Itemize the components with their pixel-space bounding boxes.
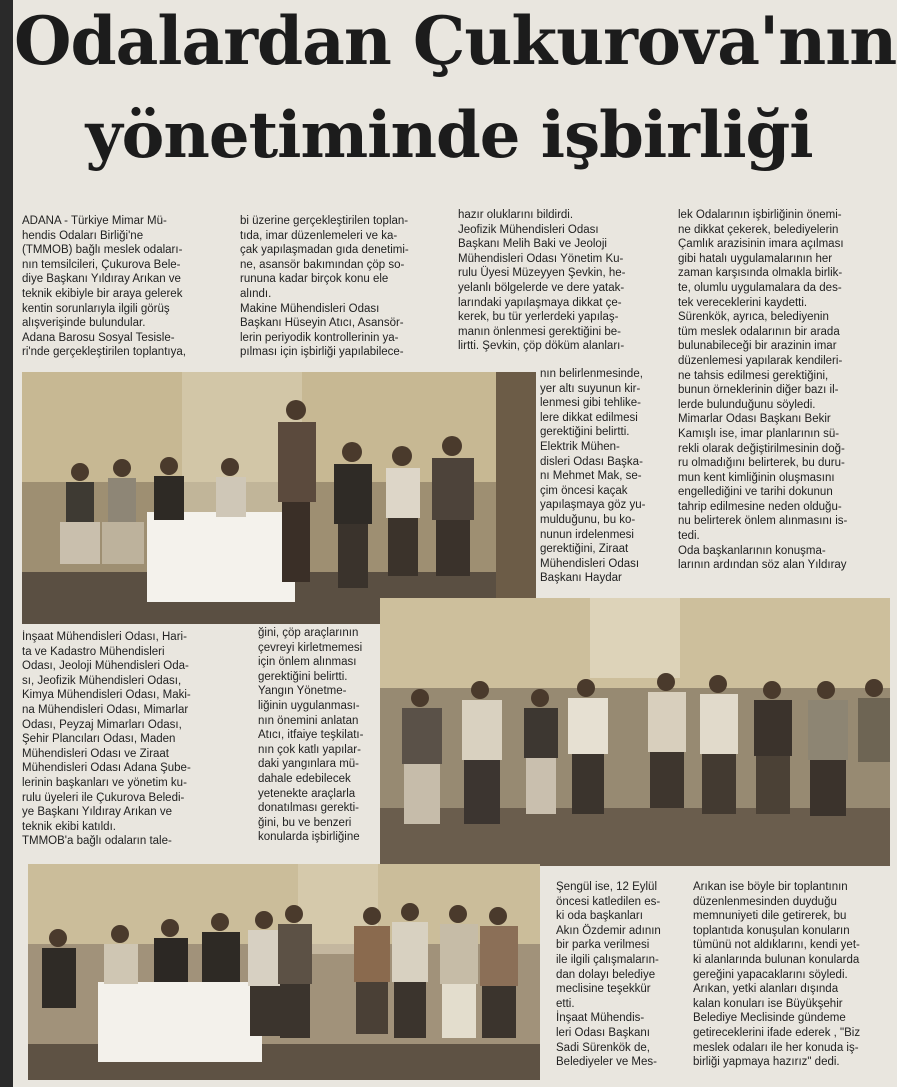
article-column-2: bi üzerine gerçekleştirilen toplan- tıda, imar düzenlemeleri ve ka- çak yapılaşmadan gıda denetimi- ne, asansör bakımından çöp so- rununa kadar birçok konu ele alındı. Makine Mühendisleri Odası Başkanı Hüseyin Atıcı, Asansör- lerin periyodik kontrollerinin ya- pılması için işbirliği yapılabilece- [240,215,409,359]
photo-meeting-speaker [22,372,536,624]
article-bottom-right: Arıkan ise böyle bir toplantının düzenlenmesinden duyduğu memnuniyeti dile getirerek, bu toplantıda konuşulan konuların tümünü not aldıklarını, kendi yet- ki alanlarında bulunan konularda gereğini yapacaklarını söyledi. Arıkan, yetki alanları dışında kalan konuları ise Büyükşehir Belediye Meclisinde gündeme getireceklerini ifade ederek , "Biz meslek odaları ile her konuda iş- birliği yapmaya hazırız" dedi. [693,881,861,1069]
article-column-3-top: hazır oluklarını bildirdi. Jeofizik Mühendisleri Odası Başkanı Melih Baki ve Jeoloji Mühendisleri Odası Yönetim Ku- rulu Üyesi Müzeyyen Şevkin, he- yelanlı bölgelerde ve dere yatak- larındaki yapılaşmaya dikkat çe- kerek, bu tür yerlerdeki yapılaş- manın önlenmesi gerektiğini be- lirtti. Şevkin, çöp döküm alanları- [458,209,626,353]
article-column-4: lek Odalarının işbirliğinin önemi- ne dikkat çekerek, belediyelerin Çamlık arazisinin imara açılması gibi hatalı uygulamalarının her zaman karşısında olmakla birlik- te, olumlu uygulamalara da des- tek vereceklerini kaydetti. Sürenkök, ayrıca, belediyenin tüm meslek odalarının bir arada bulunabileceği bir arazinin imar düzenlemesi yapılarak kendileri- ne tahsis edilmesi gerektiğini, bunun örneklerinin diğer bazı il- lerde bulunduğunu söyledi. Mimarlar Odası Başkanı Bekir Kamışlı ise, imar planlarının sü- rekli olarak değiştirilmesinin doğ- ru olmadığını belirterek, bu duru- mun kent kimliğinin oluşmasını engellediğini ve tarihi dokunun tahrip edilmesine neden olduğu- nu belirterek önlem alınmasını is- tedi. Oda başkanlarının konuşma- larının ardından söz alan Yıldıray [678,209,848,572]
scan-left-edge [0,0,13,1087]
article-bottom-center: Şengül ise, 12 Eylül öncesi katledilen es- ki oda başkanları Akın Özdemir adının bir parka verilmesi ile ilgili çalışmaların- dan dolayı belediye meclisine teşekkür etti. İnşaat Mühendis- leri Odası Başkanı Sadi Sürenkök de, Belediyeler ve Mes- [556,881,661,1069]
headline-line-2: yönetiminde işbirliği [85,98,813,173]
article-middle-left: İnşaat Mühendisleri Odası, Hari- ta ve Kadastro Mühendisleri Odası, Jeoloji Mühendisleri Oda- sı, Jeofizik Mühendisleri Odası, Kimya Mühendisleri Odası, Maki- na Mühendisleri Odası, Mimarlar Odası, Peyzaj Mimarları Odası, Şehir Plancıları Odası, Maden Mühendisleri Odası ve Ziraat Mühendisleri Odası Adana Şube- lerinin başkanları ve yönetim ku- rulu üyeleri ile Çukurova Beledi- ye Başkanı Yıldıray Arıkan ve teknik ekibi katıldı. TMMOB'a bağlı odaların tale- [22,631,191,848]
headline-line-1: Odalardan Çukurova'nın [14,2,897,80]
photo-head-table [28,864,540,1080]
photo-audience [380,598,890,866]
article-column-1: ADANA - Türkiye Mimar Mü- hendis Odaları Birliği'ne (TMMOB) bağlı meslek odaları- nın temsilcileri, Çukurova Bele- diye Başkanı Yıldıray Arıkan ve teknik ekibiyle bir araya gelerek kentin sorunlarıyla ilgili görüş alışverişinde bulundular. Adana Barosu Sosyal Tesisle- ri'nde gerçekleştirilen toplantıya, [22,215,186,359]
article-middle-center: ğini, çöp araçlarının çevreyi kirletmemesi için önlem alınması gerektiğini belirtti. Yangın Yönetme- liğinin uygulanması- nın önemini anlatan Atıcı, itfaiye teşkilatı- nın çok katlı yapılar- daki yangınlara mü- dahale edebilecek yetenekte araçlarla donatılması gerekti- ğini, bu ve benzeri konularda işbirliğine [258,627,364,844]
article-column-3-middle: nın belirlenmesinde, yer altı suyunun kir- lenmesi gibi tehlike- lere dikkat edilmesi gerektiğini belirtti. Elektrik Mühen- disleri Odası Başka- nı Mehmet Mak, se- çim öncesi kaçak yapılaşmaya göz yu- mulduğunu, bu ko- nunun irdelenmesi gerektiğini, Ziraat Mühendisleri Odası Başkanı Haydar [540,368,646,585]
